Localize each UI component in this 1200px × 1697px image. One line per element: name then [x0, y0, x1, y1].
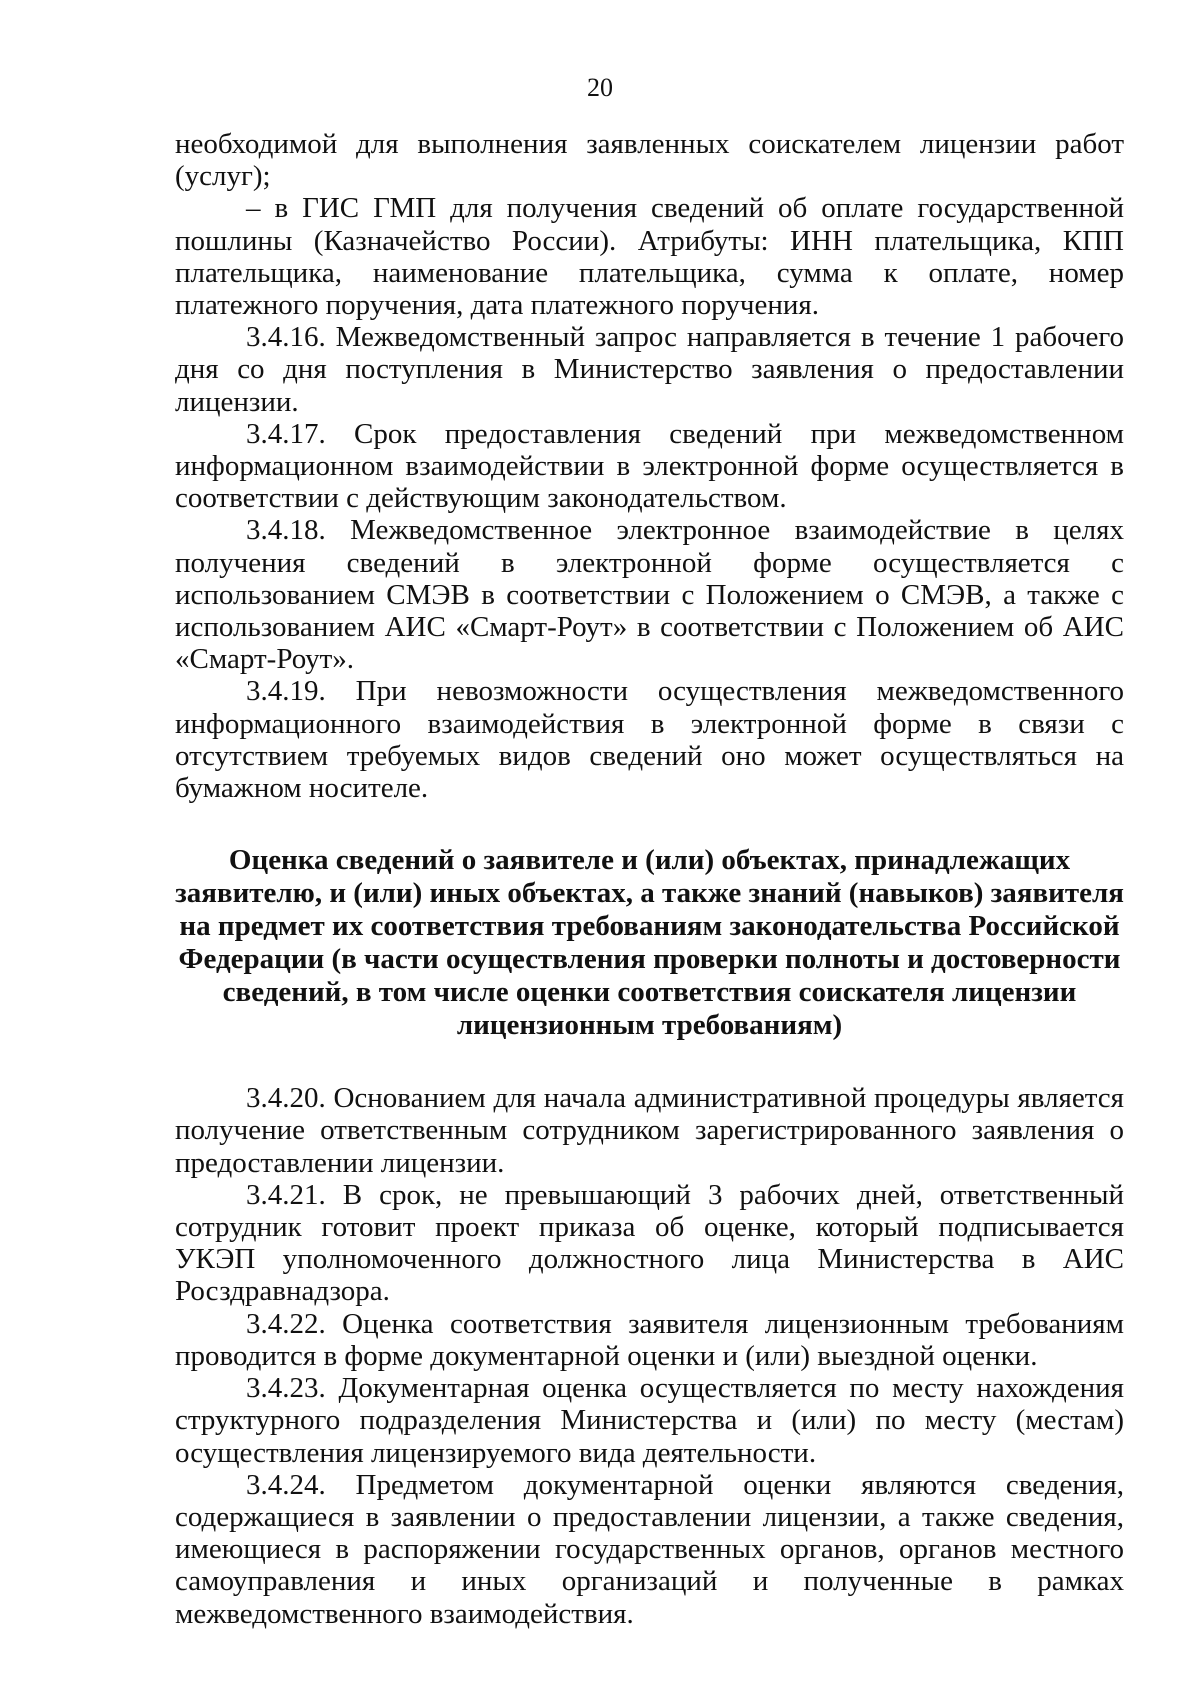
- paragraph-3-4-22: 3.4.22. Оценка соответствия заявителя лицензионным требованиям проводится в форме документарной оценки и (или) выездной оценки.: [175, 1307, 1124, 1372]
- paragraph-3-4-21: 3.4.21. В срок, не превышающий 3 рабочих дней, ответственный сотрудник готовит проект приказа об оценке, который подписывается УКЭП уполномоченного должностного лица Министерства в АИС Росздравнадзора.: [175, 1178, 1124, 1308]
- paragraph-3-4-23: 3.4.23. Документарная оценка осуществляется по месту нахождения структурного подразделения Министерства и (или) по месту (местам) осуществления лицензируемого вида деятельности.: [175, 1372, 1124, 1469]
- paragraph-3-4-18: 3.4.18. Межведомственное электронное взаимодействие в целях получения сведений в электронной форме осуществляется с использованием СМЭВ в соответствии с Положением о СМЭВ, а также с использованием АИС «Смарт-Роут» в соответствии с Положением об АИС «Смарт-Роут».: [175, 514, 1124, 676]
- paragraph-3-4-19: 3.4.19. При невозможности осуществления межведомственного информационного взаимодействия в электронной форме в связи с отсутствием требуемых видов сведений оно может осуществляться на бумажном носителе.: [175, 675, 1124, 805]
- paragraph-3-4-24: 3.4.24. Предметом документарной оценки являются сведения, содержащиеся в заявлении о предоставлении лицензии, а также сведения, имеющиеся в распоряжении государственных органов, органов местного самоуправления и иных организаций и полученные в рамках межведомственного взаимодействия.: [175, 1468, 1124, 1630]
- paragraph-continuation: необходимой для выполнения заявленных соискателем лицензии работ (услуг);: [175, 128, 1124, 193]
- page-number: 20: [587, 73, 613, 102]
- paragraph-gis-gmp: – в ГИС ГМП для получения сведений об оплате государственной пошлины (Казначейство России). Атрибуты: ИНН плательщика, КПП плательщика, наименование плательщика, сумма к оплате, номер платежного поручения, дата платежного поручения.: [175, 192, 1124, 322]
- paragraph-3-4-20: 3.4.20. Основанием для начала административной процедуры является получение ответственным сотрудником зарегистрированного заявления о предоставлении лицензии.: [175, 1082, 1124, 1179]
- document-body: [175, 128, 1124, 1630]
- paragraph-3-4-17: 3.4.17. Срок предоставления сведений при межведомственном информационном взаимодействии в электронной форме осуществляется в соответствии с действующим законодательством.: [175, 417, 1124, 515]
- paragraph-3-4-16: 3.4.16. Межведомственный запрос направляется в течение 1 рабочего дня со дня поступления в Министерство заявления о предоставлении лицензии.: [175, 321, 1124, 418]
- section-heading: Оценка сведений о заявителе и (или) объектах, принадлежащих заявителю, и (или) иных объектах, а также знаний (навыков) заявителя на предмет их соответствия требованиям законодательства Российской Федерации (в части осуществления проверки полноты и достоверности сведений, в том числе оценки соответствия соискателя лицензии лицензионным требованиям): [175, 844, 1124, 1042]
